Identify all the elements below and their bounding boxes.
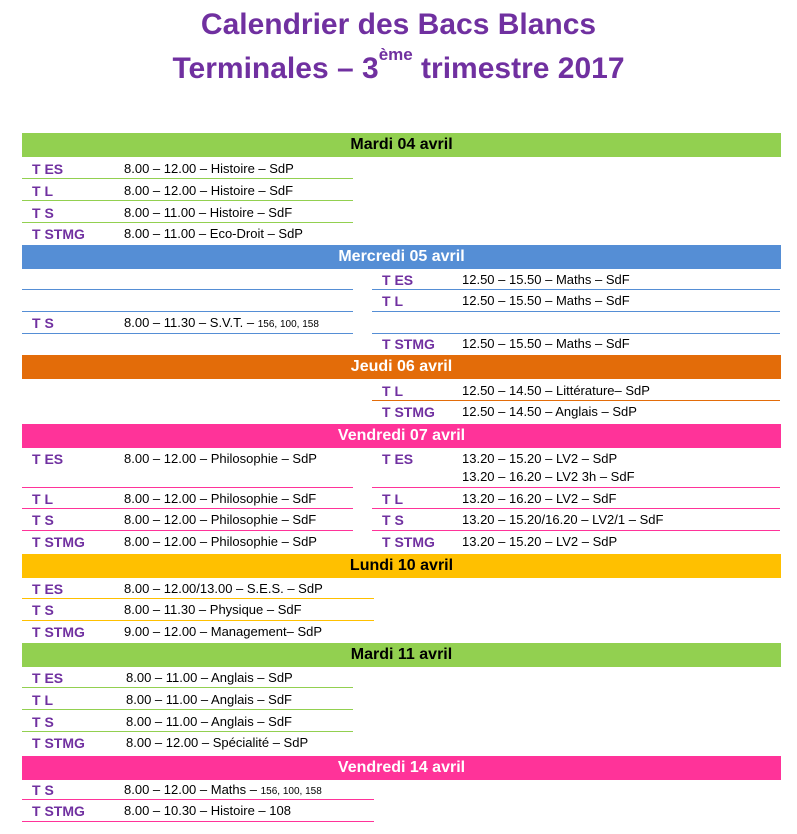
table-row [22, 203, 353, 223]
exam-slot-text: 8.00 – 12.00 – Maths – [124, 782, 261, 797]
exam-slot: 12.50 – 14.50 – Littérature– SdP [462, 383, 650, 398]
class-label: T S [32, 315, 54, 331]
row-divider [22, 799, 374, 800]
table-row [22, 181, 353, 201]
exam-slot: 8.00 – 12.00 – Philosophie – SdP [124, 451, 317, 466]
row-divider [22, 178, 353, 179]
exam-slot: 13.20 – 15.20 – LV2 – SdP [462, 534, 618, 549]
row-divider [22, 709, 353, 710]
subtitle-part-a: Terminales – 3 [172, 52, 379, 85]
exam-slot-text: 8.00 – 11.30 – S.V.T. – [124, 315, 258, 330]
row-divider [22, 508, 353, 509]
room-numbers: 156, 100, 158 [260, 786, 322, 797]
row-divider [22, 687, 353, 688]
class-label: T L [382, 293, 403, 309]
class-label: T STMG [32, 803, 85, 819]
row-divider [22, 821, 374, 822]
table-row [22, 733, 353, 753]
table-row [22, 579, 374, 599]
table-row [372, 532, 780, 552]
class-label: T STMG [32, 226, 85, 242]
row-divider [372, 400, 780, 401]
day-header-mardi-11: Mardi 11 avril [22, 643, 781, 667]
table-row [22, 668, 353, 688]
class-label: T ES [32, 451, 64, 467]
exam-slot: 8.00 – 11.00 – Anglais – SdF [126, 692, 292, 707]
exam-slot: 8.00 – 10.30 – Histoire – 108 [124, 803, 291, 818]
row-divider [22, 289, 353, 290]
table-row [372, 449, 780, 469]
table-row [22, 313, 353, 333]
row-divider [372, 530, 780, 531]
table-row [22, 532, 353, 552]
row-divider [22, 530, 353, 531]
exam-slot: 13.20 – 16.20 – LV2 – SdF [462, 491, 617, 506]
row-divider [22, 731, 353, 732]
exam-slot: 8.00 – 11.00 – Anglais – SdF [126, 714, 292, 729]
class-label: T STMG [382, 336, 435, 352]
table-row [372, 489, 780, 509]
table-row [372, 510, 780, 530]
class-label: T ES [382, 451, 414, 467]
class-label: T STMG [32, 735, 85, 751]
class-label: T L [32, 692, 53, 708]
class-label: T S [32, 205, 54, 221]
exam-slot: 12.50 – 15.50 – Maths – SdF [462, 336, 630, 351]
row-divider [372, 311, 780, 312]
class-label: T S [32, 782, 54, 798]
exam-slot: 13.20 – 16.20 – LV2 3h – SdF [462, 469, 635, 484]
row-divider [22, 620, 374, 621]
row-divider [372, 487, 780, 488]
exam-slot: 8.00 – 12.00 – Histoire – SdF [124, 183, 294, 198]
page-title: Calendrier des Bacs Blancs [200, 8, 597, 41]
subtitle-part-b: trimestre 2017 [412, 52, 625, 85]
table-row [22, 690, 353, 710]
table-row [372, 467, 780, 487]
exam-slot: 8.00 – 11.00 – Anglais – SdP [126, 670, 293, 685]
exam-slot: 8.00 – 11.00 – Eco-Droit – SdP [124, 226, 303, 241]
row-divider [22, 222, 353, 223]
table-row [22, 712, 353, 732]
table-row [372, 291, 780, 311]
room-numbers: 156, 100, 158 [257, 319, 319, 330]
table-row [372, 402, 780, 422]
exam-slot: 8.00 – 11.30 – Physique – SdF [124, 602, 302, 617]
exam-slot: 13.20 – 15.20/16.20 – LV2/1 – SdF [462, 512, 664, 527]
exam-slot: 8.00 – 12.00/13.00 – S.E.S. – SdP [124, 581, 323, 596]
day-header-mercredi-05: Mercredi 05 avril [22, 245, 781, 269]
class-label: T L [382, 491, 403, 507]
row-divider [22, 333, 353, 334]
exam-slot [124, 313, 319, 335]
class-label: T ES [32, 581, 64, 597]
exam-slot: 9.00 – 12.00 – Management– SdP [124, 624, 323, 639]
class-label: T S [32, 714, 54, 730]
exam-slot: 13.20 – 15.20 – LV2 – SdP [462, 451, 618, 466]
exam-slot: 8.00 – 12.00 – Histoire – SdP [124, 161, 294, 176]
class-label: T ES [32, 670, 64, 686]
row-divider [22, 311, 353, 312]
class-label: T S [32, 602, 54, 618]
table-row [22, 489, 353, 509]
table-row [22, 159, 353, 179]
page-subtitle [0, 45, 797, 88]
exam-slot: 8.00 – 11.00 – Histoire – SdF [124, 205, 293, 220]
day-header-vendredi-14: Vendredi 14 avril [22, 756, 781, 780]
day-header-jeudi-06: Jeudi 06 avril [22, 355, 781, 379]
day-header-vendredi-07: Vendredi 07 avril [22, 424, 781, 448]
table-row [22, 224, 353, 244]
class-label: T STMG [382, 534, 435, 550]
table-row [372, 334, 780, 354]
class-label: T L [32, 491, 53, 507]
class-label: T STMG [32, 534, 85, 550]
exam-slot: 12.50 – 15.50 – Maths – SdF [462, 293, 630, 308]
class-label: T S [32, 512, 54, 528]
exam-slot: 12.50 – 14.50 – Anglais – SdP [462, 404, 637, 419]
row-divider [22, 487, 353, 488]
class-label: T L [382, 383, 403, 399]
row-divider [22, 200, 353, 201]
row-divider [22, 598, 374, 599]
exam-slot: 8.00 – 12.00 – Philosophie – SdF [124, 491, 317, 506]
table-row [22, 801, 374, 821]
class-label: T STMG [382, 404, 435, 420]
table-row [22, 449, 353, 469]
row-divider [372, 508, 780, 509]
table-row [372, 381, 780, 401]
exam-slot: 12.50 – 15.50 – Maths – SdF [462, 272, 630, 287]
table-row [22, 600, 374, 620]
day-header-mardi-04: Mardi 04 avril [22, 133, 781, 157]
row-divider [372, 289, 780, 290]
class-label: T ES [32, 161, 64, 177]
subtitle-superscript: ème [378, 45, 413, 64]
class-label: T ES [382, 272, 414, 288]
exam-slot: 8.00 – 12.00 – Spécialité – SdP [126, 735, 309, 750]
exam-slot: 8.00 – 12.00 – Philosophie – SdF [124, 512, 317, 527]
table-row [22, 780, 374, 800]
class-label: T S [382, 512, 404, 528]
day-header-lundi-10: Lundi 10 avril [22, 554, 781, 578]
table-row [372, 270, 780, 290]
class-label: T STMG [32, 624, 85, 640]
exam-slot: 8.00 – 12.00 – Philosophie – SdP [124, 534, 317, 549]
class-label: T L [32, 183, 53, 199]
table-row [22, 622, 374, 642]
table-row [22, 510, 353, 530]
